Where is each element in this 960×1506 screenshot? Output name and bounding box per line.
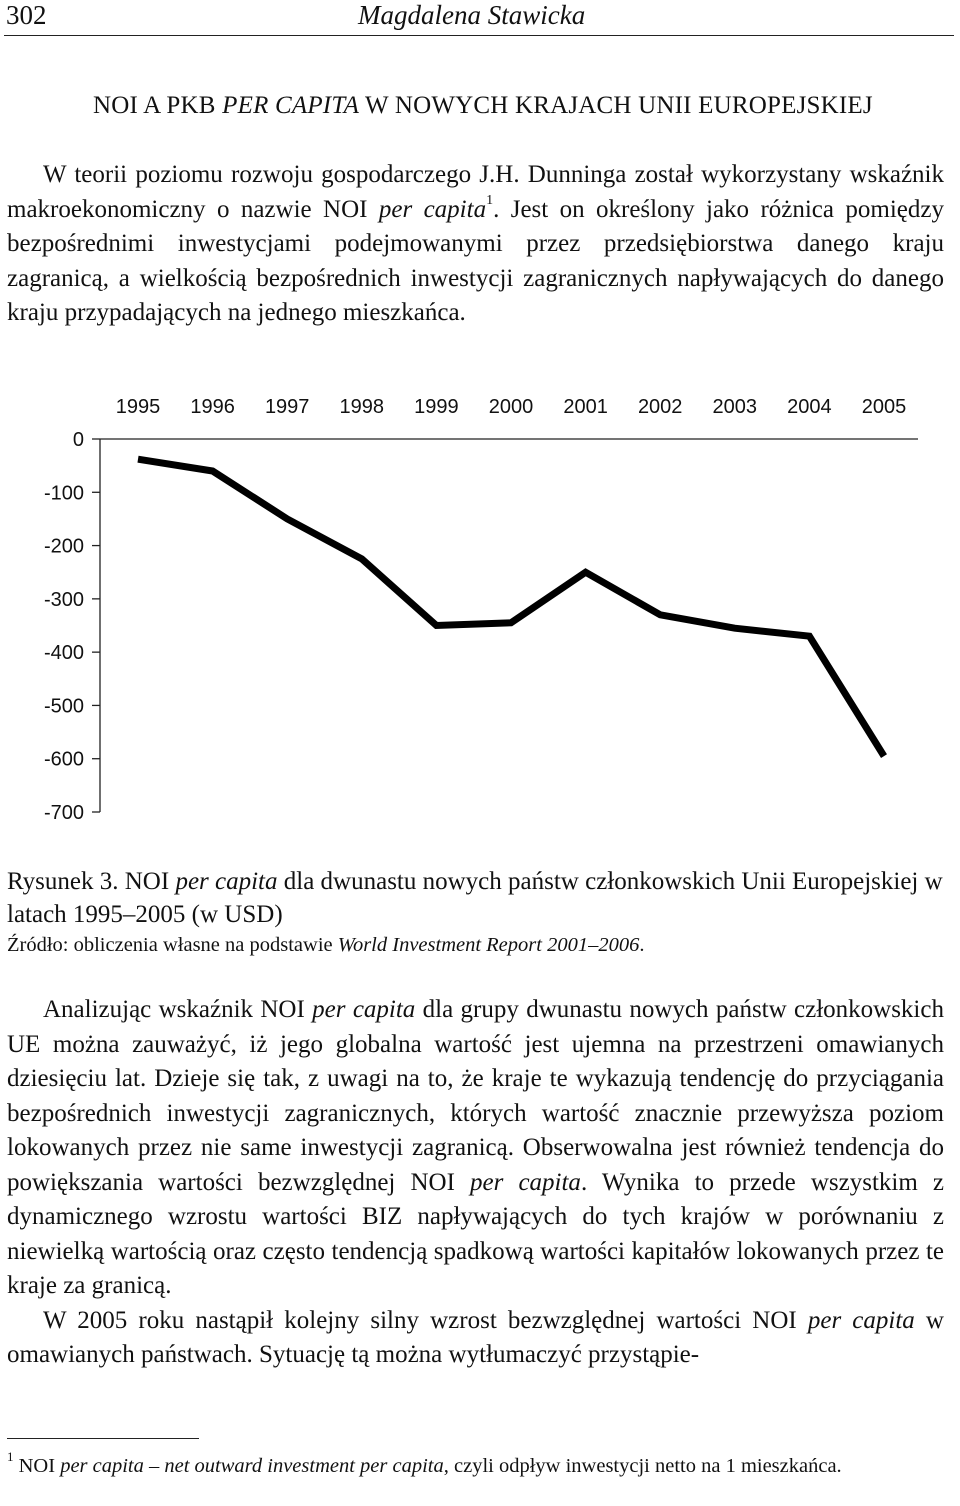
p2-a: W 2005 roku nastąpił kolejny silny wzrost bezwzględnej wartości NOI (43, 1306, 808, 1334)
section-title (93, 92, 873, 120)
footnote-a: NOI (13, 1455, 61, 1477)
p2-b: per capita (807, 1306, 915, 1334)
y-tick-label: 0 (72, 429, 84, 451)
footnote-rule (7, 1438, 199, 1439)
caption-rest: dla dwunastu nowych państw członkowskich Unii Europejskiej w latach 1995–2005 (w USD) (7, 868, 943, 928)
page-header (0, 0, 960, 36)
caption-italic: per capita (175, 868, 278, 895)
intro-paragraph (7, 158, 944, 331)
y-tick-label: -600 (43, 748, 84, 771)
footnote-c: , czyli odpływ inwestycji netto na 1 mieszkańca. (443, 1455, 842, 1477)
p1-b: per capita (312, 996, 416, 1023)
p1-e: . Wynika to przede wszystkim z dynamicznego wzrostu wartości BIZ napływających do tych krajów w porównaniu z niewielką wartością oraz często tendencją spadkową wartości kapitałów lokowanych przez te kraje za granicą. (7, 1168, 944, 1299)
noi-line-chart (0, 385, 960, 835)
x-tick-label: 2002 (637, 396, 683, 418)
body-paragraph-1 (7, 993, 944, 1304)
y-tick-label: -300 (43, 588, 84, 611)
footnote-b: per capita – net outward investment per capita (60, 1455, 444, 1477)
series-line (138, 459, 884, 756)
p2-c: w omawianych państwach. Sytuację tą można wytłumaczyć przystąpie- (7, 1306, 944, 1368)
footnote (7, 1449, 945, 1480)
x-tick-label: 1999 (414, 396, 459, 418)
x-tick-label: 2001 (563, 396, 608, 418)
source-end: . (639, 934, 645, 956)
intro-sentence-2: . Jest on określony jako różnica pomiędzy bezpośrednimi inwestycjami podejmowanymi przez przedsiębiorstwa danego kraju zagranicą, a wielkością bezpośrednich inwestycji zagranicznych napływających do danego kraju przypadających na jednego mieszkańca. (7, 195, 944, 326)
section-title-part1: NOI A PKB (93, 92, 223, 119)
footnote-ref[interactable]: 1 (486, 193, 494, 209)
x-tick-label: 1996 (190, 396, 235, 418)
intro-italic: per capita (378, 195, 487, 223)
running-head: Magdalena Stawicka (358, 0, 586, 30)
p1-d: per capita (470, 1168, 581, 1196)
section-title-part3: W NOWYCH KRAJACH UNII EUROPEJSKIEJ (359, 92, 873, 119)
x-tick-label: 2000 (488, 396, 534, 418)
body-paragraphs (7, 993, 944, 1373)
y-tick-label: -500 (43, 695, 84, 718)
figure-caption (7, 865, 947, 931)
intro-sentence-1: W teorii poziomu rozwoju gospodarczego J.H. Dunninga został wykorzystany wskaźnik makroekonomiczny o nazwie NOI (7, 161, 944, 223)
p1-c: dla grupy dwunastu nowych państw członkowskich UE można zauważyć, iż jego globalna wartość jest ujemna na przestrzeni omawianych dziesięciu lat. Dzieje się tak, z uwagi na to, że kraje te wykazują tendencję do przyciągania bezpośrednich inwestycji zagranicznych, których wartość znacznie przewyższa poziom lokowanych przez nie same inwestycji zagranicą. Obserwowalna jest również tendencja do powiększania wartości bezwzględnej NOI (7, 996, 944, 1196)
footnote-number: 1 (7, 1449, 14, 1465)
x-tick-label: 1995 (115, 396, 161, 418)
y-tick-label: -700 (43, 802, 84, 824)
y-tick-label: -100 (43, 482, 84, 505)
figure-source (7, 930, 947, 960)
x-tick-label: 2005 (861, 396, 907, 418)
source-italic: World Investment Report 2001–2006 (337, 934, 640, 956)
y-tick-label: -200 (43, 535, 84, 558)
x-tick-label: 2004 (787, 396, 832, 418)
x-tick-label: 1998 (339, 396, 385, 418)
caption-label: Rysunek 3. NOI (7, 868, 176, 895)
body-paragraph-2 (7, 1304, 944, 1373)
source-text: Źródło: obliczenia własne na podstawie (7, 934, 338, 956)
header-rule (4, 35, 954, 36)
page-number: 302 (6, 0, 47, 30)
section-title-italic: PER CAPITA (222, 92, 360, 119)
intro-text (7, 158, 944, 331)
x-tick-label: 1997 (264, 396, 310, 418)
p1-a: Analizując wskaźnik NOI (43, 996, 313, 1023)
x-tick-label: 2003 (712, 396, 758, 418)
y-tick-label: -400 (43, 642, 84, 665)
